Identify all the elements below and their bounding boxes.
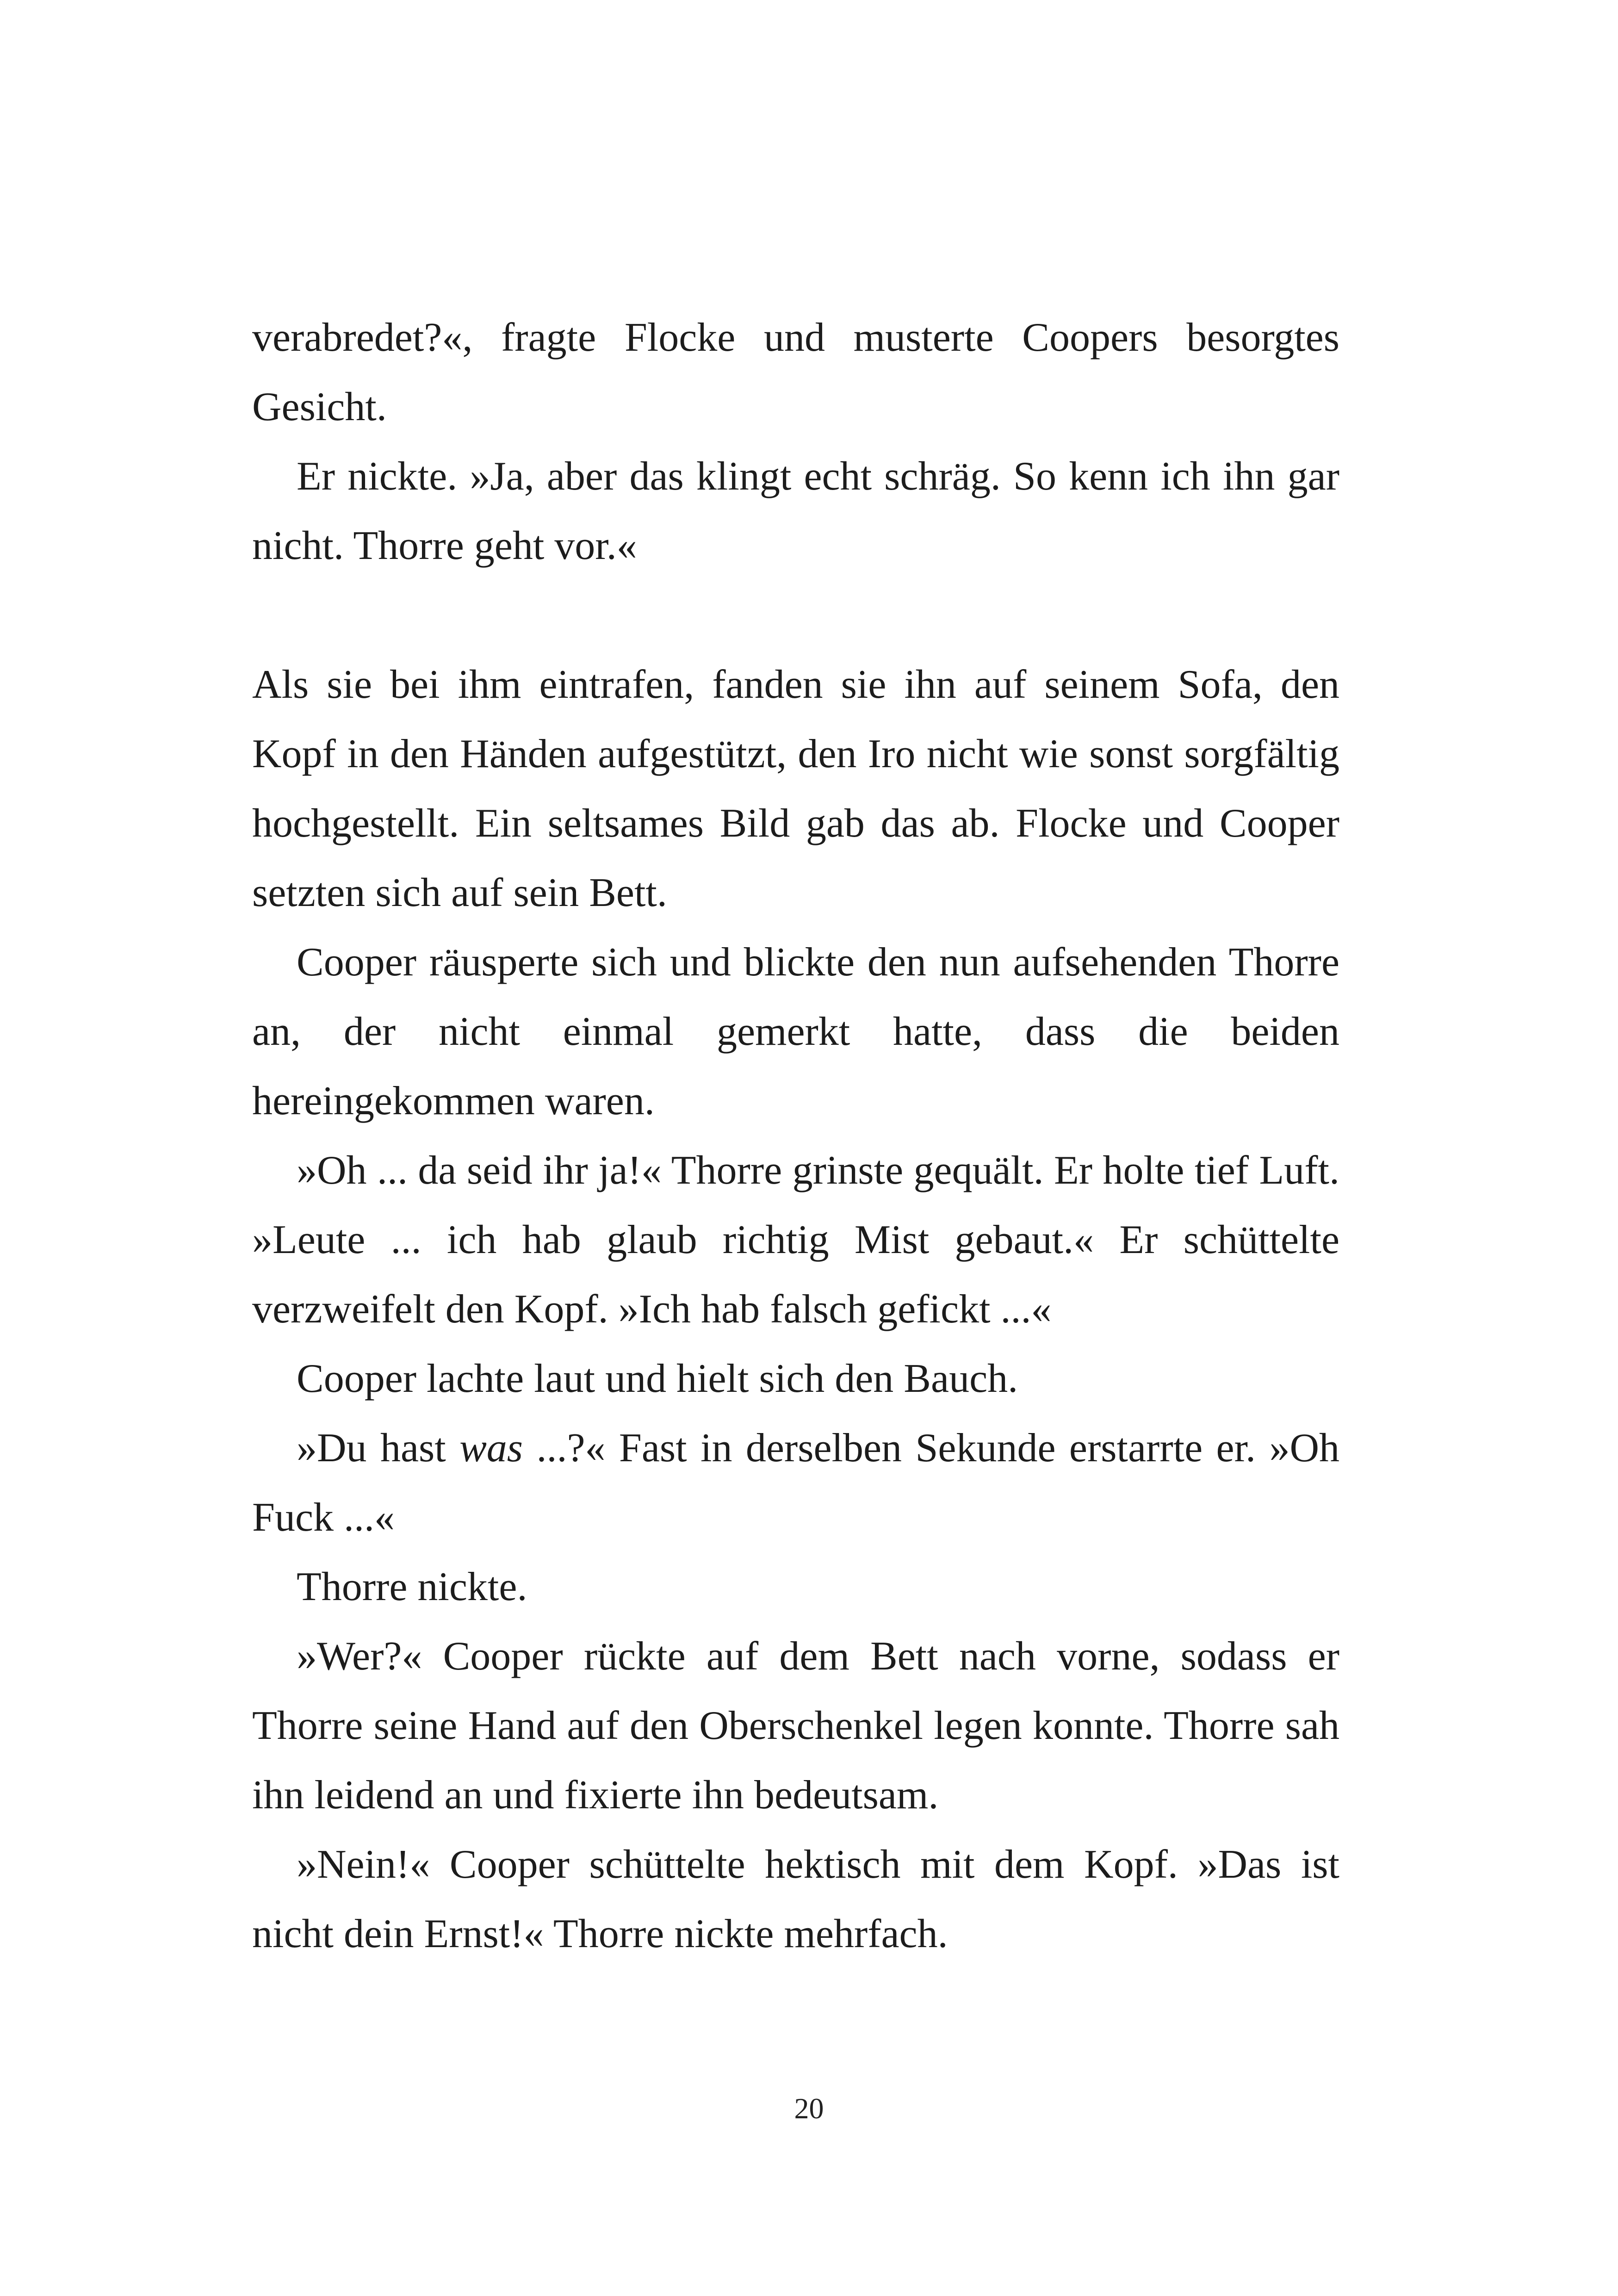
paragraph: verabredet?«, fragte Flocke und musterte Coopers besorgtes Gesicht. [252,315,1339,429]
paragraph: Thorre nickte. [297,1564,527,1609]
paragraph-text: ...?« Fast in derselben Sekunde erstarrte er. »Oh Fuck ...« [252,1426,1339,1540]
paragraph [252,1414,1339,1552]
paragraph: »Oh ... da seid ihr ja!« Thorre grinste gequält. Er holte tief Luft. »Leute ... ich hab glaub richtig Mist gebaut.« Er schüttelte verzweifelt den Kopf. »Ich hab falsch gefickt ...« [252,1148,1339,1332]
paragraph: Er nickte. »Ja, aber das klingt echt schräg. So kenn ich ihn gar nicht. Thorre geht vor.« [252,454,1339,568]
page-number: 20 [794,2092,824,2125]
paragraph: Cooper räusperte sich und blickte den nun aufsehenden Thorre an, der nicht einmal gemerkt hatte, dass die beiden hereingekommen waren. [252,940,1339,1123]
section-opening-paragraph: Als sie bei ihm eintrafen, fanden sie ihn auf seinem Sofa, den Kopf in den Händen aufgestützt, den Iro nicht wie sonst sorgfältig hochgestellt. Ein seltsames Bild gab das ab. Flocke und Cooper setzten sich auf sein Bett. [252,662,1339,915]
emphasis-text: was [459,1426,523,1471]
paragraph: »Nein!« Cooper schüttelte hektisch mit dem Kopf. »Das ist nicht dein Ernst!« Thorre nickte mehrfach. [252,1842,1339,1956]
body-text [252,303,1339,1969]
paragraph-text: »Du hast [297,1426,460,1471]
paragraph: Cooper lachte laut und hielt sich den Bauch. [297,1356,1018,1401]
paragraph: »Wer?« Cooper rückte auf dem Bett nach vorne, sodass er Thorre seine Hand auf den Oberschenkel legen konnte. Thorre sah ihn leidend an und fixierte ihn bedeutsam. [252,1634,1339,1818]
